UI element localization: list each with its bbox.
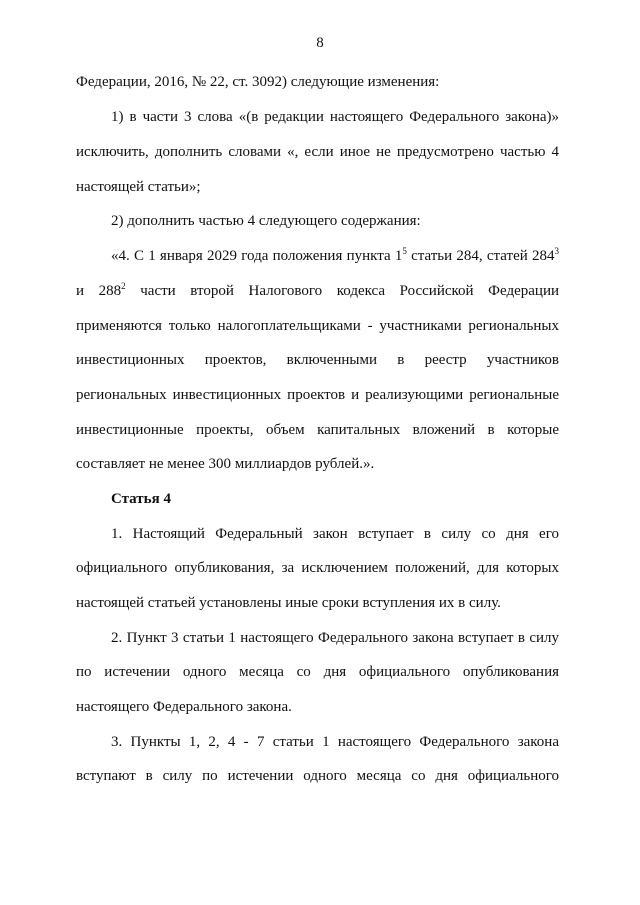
text-line-6-part-1: «4. С 1 января 2029 года положения пункта 1 [111,248,403,264]
text-line-13: 1. Настоящий Федеральный закон вступает в силу со дня его [111,526,559,542]
text-line-8: применяются только налогоплательщиками - участниками региональных [76,318,559,334]
text-line-15: настоящей статьей установлены иные сроки вступления их в силу. [76,595,501,611]
text-line-6 [111,247,559,265]
text-line-6-part-2: статьи 284, статей 284 [406,248,555,264]
superscript-3: 3 [554,246,559,256]
text-line-19: 3. Пункты 1, 2, 4 - 7 статьи 1 настоящего Федерального закона [111,734,559,750]
text-line-7-part-1: и 288 [76,283,122,299]
text-line-1: Федерации, 2016, № 22, ст. 3092) следующие изменения: [76,74,440,90]
text-line-10: региональных инвестиционных проектов и реализующими региональные [76,387,559,403]
text-line-2: 1) в части 3 слова «(в редакции настоящего Федерального закона)» [111,109,559,125]
text-line-9: инвестиционных проектов, включенными в реестр участников [76,352,559,368]
text-line-5: 2) дополнить частью 4 следующего содержания: [111,213,421,229]
text-line-17: по истечении одного месяца со дня официального опубликования [76,664,559,680]
text-line-16: 2. Пункт 3 статьи 1 настоящего Федерального закона вступает в силу [111,630,559,646]
text-line-12: составляет не менее 300 миллиардов рублей.». [76,456,375,472]
text-line-7-part-2: части второй Налогового кодекса Российской Федерации [125,283,559,299]
text-line-7 [76,282,559,300]
article-heading: Статья 4 [111,491,171,507]
superscript-5: 5 [402,246,407,256]
text-line-20: вступают в силу по истечении одного месяца со дня официального [76,768,559,784]
text-line-4: настоящей статьи»; [76,179,201,195]
text-line-18: настоящего Федерального закона. [76,699,292,715]
superscript-2: 2 [121,281,126,291]
text-line-14: официального опубликования, за исключением положений, для которых [76,560,559,576]
text-line-11: инвестиционные проекты, объем капитальных вложений в которые [76,422,559,438]
page-number: 8 [316,35,324,51]
text-line-3: исключить, дополнить словами «, если иное не предусмотрено частью 4 [76,144,559,160]
